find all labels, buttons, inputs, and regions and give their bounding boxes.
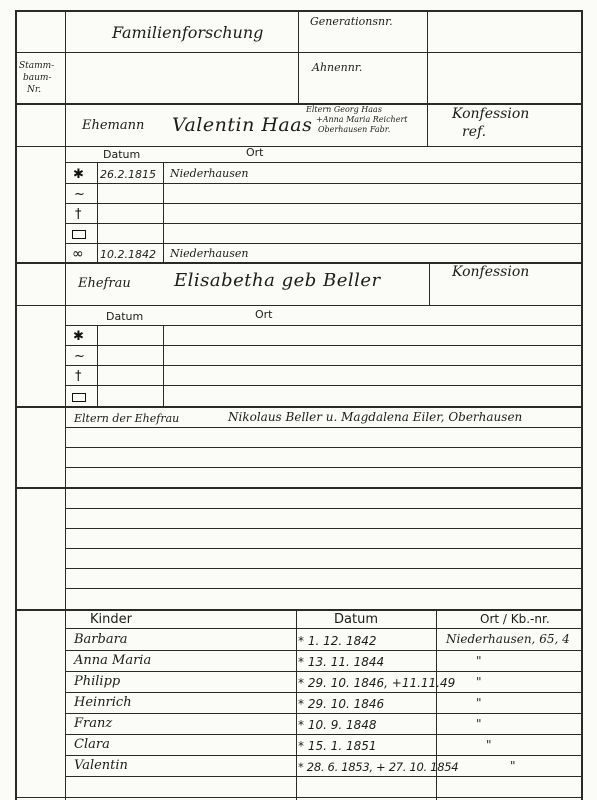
rule bbox=[15, 10, 17, 800]
rule bbox=[65, 345, 582, 346]
husband-birth-date: 26.2.1815 bbox=[100, 168, 156, 181]
marriage-symbol-icon: ∞ bbox=[72, 246, 84, 262]
wife-confession-label: Konfession bbox=[452, 264, 530, 280]
wife-col-place: Ort bbox=[255, 308, 273, 321]
rule bbox=[65, 385, 582, 386]
rule bbox=[65, 162, 582, 163]
baptism-symbol-icon: ~ bbox=[74, 349, 85, 364]
marriage-place: Niederhausen bbox=[170, 247, 249, 260]
husband-confession-value: ref. bbox=[462, 124, 487, 140]
husband-parents: Eltern Georg Haas +Anna Maria Reichert Oberhausen Fabr. bbox=[306, 105, 408, 134]
wife-col-date: Datum bbox=[106, 310, 144, 323]
child-name: Heinrich bbox=[74, 695, 132, 710]
child-place: " bbox=[476, 675, 482, 689]
rule bbox=[65, 427, 582, 428]
rule bbox=[65, 243, 582, 244]
birth-symbol-icon: ✱ bbox=[73, 167, 84, 182]
child-place: " bbox=[476, 696, 482, 710]
child-place: " bbox=[510, 759, 516, 773]
children-col-name: Kinder bbox=[90, 612, 132, 627]
husband-col-date: Datum bbox=[103, 148, 141, 161]
wife-name: Elisabetha geb Beller bbox=[174, 270, 381, 291]
rule bbox=[97, 325, 98, 406]
child-name: Philipp bbox=[74, 674, 121, 689]
rule bbox=[65, 508, 582, 509]
rule bbox=[65, 365, 582, 366]
birth-symbol-icon: ✱ bbox=[73, 329, 84, 344]
rule bbox=[15, 406, 582, 408]
wife-parents-label: Eltern der Ehefrau bbox=[74, 412, 180, 425]
child-place: Niederhausen, 65, 4 bbox=[446, 632, 570, 646]
rule bbox=[65, 628, 582, 629]
rule bbox=[298, 10, 299, 104]
child-date: * 10. 9. 1848 bbox=[298, 718, 377, 732]
rule bbox=[65, 325, 582, 326]
rule bbox=[427, 103, 428, 147]
child-name: Anna Maria bbox=[74, 653, 152, 668]
ahnen-label: Ahnennr. bbox=[312, 61, 363, 74]
child-place: " bbox=[476, 654, 482, 668]
rule bbox=[296, 609, 297, 800]
rule bbox=[65, 568, 582, 569]
child-name: Clara bbox=[74, 737, 110, 752]
baptism-symbol-icon: ~ bbox=[74, 187, 85, 202]
husband-birth-place: Niederhausen bbox=[170, 167, 249, 180]
death-symbol-icon: † bbox=[75, 369, 82, 384]
child-name: Franz bbox=[74, 716, 113, 731]
child-place: " bbox=[476, 717, 482, 731]
child-date: * 28. 6. 1853, + 27. 10. 1854 bbox=[298, 760, 459, 774]
child-date: * 29. 10. 1846 bbox=[298, 697, 385, 711]
husband-confession-label: Konfession bbox=[452, 106, 530, 122]
rule bbox=[65, 183, 582, 184]
children-col-date: Datum bbox=[334, 612, 378, 627]
rule bbox=[15, 487, 582, 489]
rule bbox=[65, 447, 582, 448]
death-symbol-icon: † bbox=[75, 207, 82, 222]
rule bbox=[15, 305, 582, 306]
husband-label: Ehemann bbox=[82, 118, 145, 133]
form-title: Familienforschung bbox=[112, 23, 264, 42]
rule bbox=[65, 467, 582, 468]
child-date: * 1. 12. 1842 bbox=[298, 634, 377, 648]
burial-symbol-icon bbox=[72, 230, 86, 239]
rule bbox=[15, 146, 582, 147]
wife-label: Ehefrau bbox=[78, 276, 131, 291]
rule bbox=[427, 10, 428, 104]
rule bbox=[581, 10, 583, 800]
rule bbox=[429, 262, 430, 306]
rule bbox=[65, 223, 582, 224]
burial-symbol-icon bbox=[72, 393, 86, 402]
wife-parents-value: Nikolaus Beller u. Magdalena Eiler, Oberhausen bbox=[228, 410, 523, 424]
rule bbox=[65, 548, 582, 549]
rule bbox=[65, 588, 582, 589]
child-date: * 15. 1. 1851 bbox=[298, 739, 377, 753]
rule bbox=[65, 528, 582, 529]
marriage-date: 10.2.1842 bbox=[100, 248, 156, 261]
rule bbox=[97, 162, 98, 263]
rule bbox=[163, 325, 164, 406]
husband-col-place: Ort bbox=[246, 146, 264, 159]
stammbaum-label: Stamm- baum- Nr. bbox=[19, 61, 55, 95]
child-name: Valentin bbox=[74, 758, 128, 773]
child-date: * 13. 11. 1844 bbox=[298, 655, 385, 669]
generation-label: Generationsnr. bbox=[310, 15, 393, 28]
husband-name: Valentin Haas bbox=[172, 114, 313, 136]
rule bbox=[15, 609, 582, 611]
rule bbox=[65, 10, 66, 800]
children-col-place: Ort / Kb.-nr. bbox=[480, 612, 550, 626]
child-name: Barbara bbox=[74, 632, 128, 647]
rule bbox=[163, 162, 164, 263]
rule bbox=[65, 203, 582, 204]
child-date: * 29. 10. 1846, +11.11.49 bbox=[298, 676, 456, 690]
child-place: " bbox=[486, 738, 492, 752]
